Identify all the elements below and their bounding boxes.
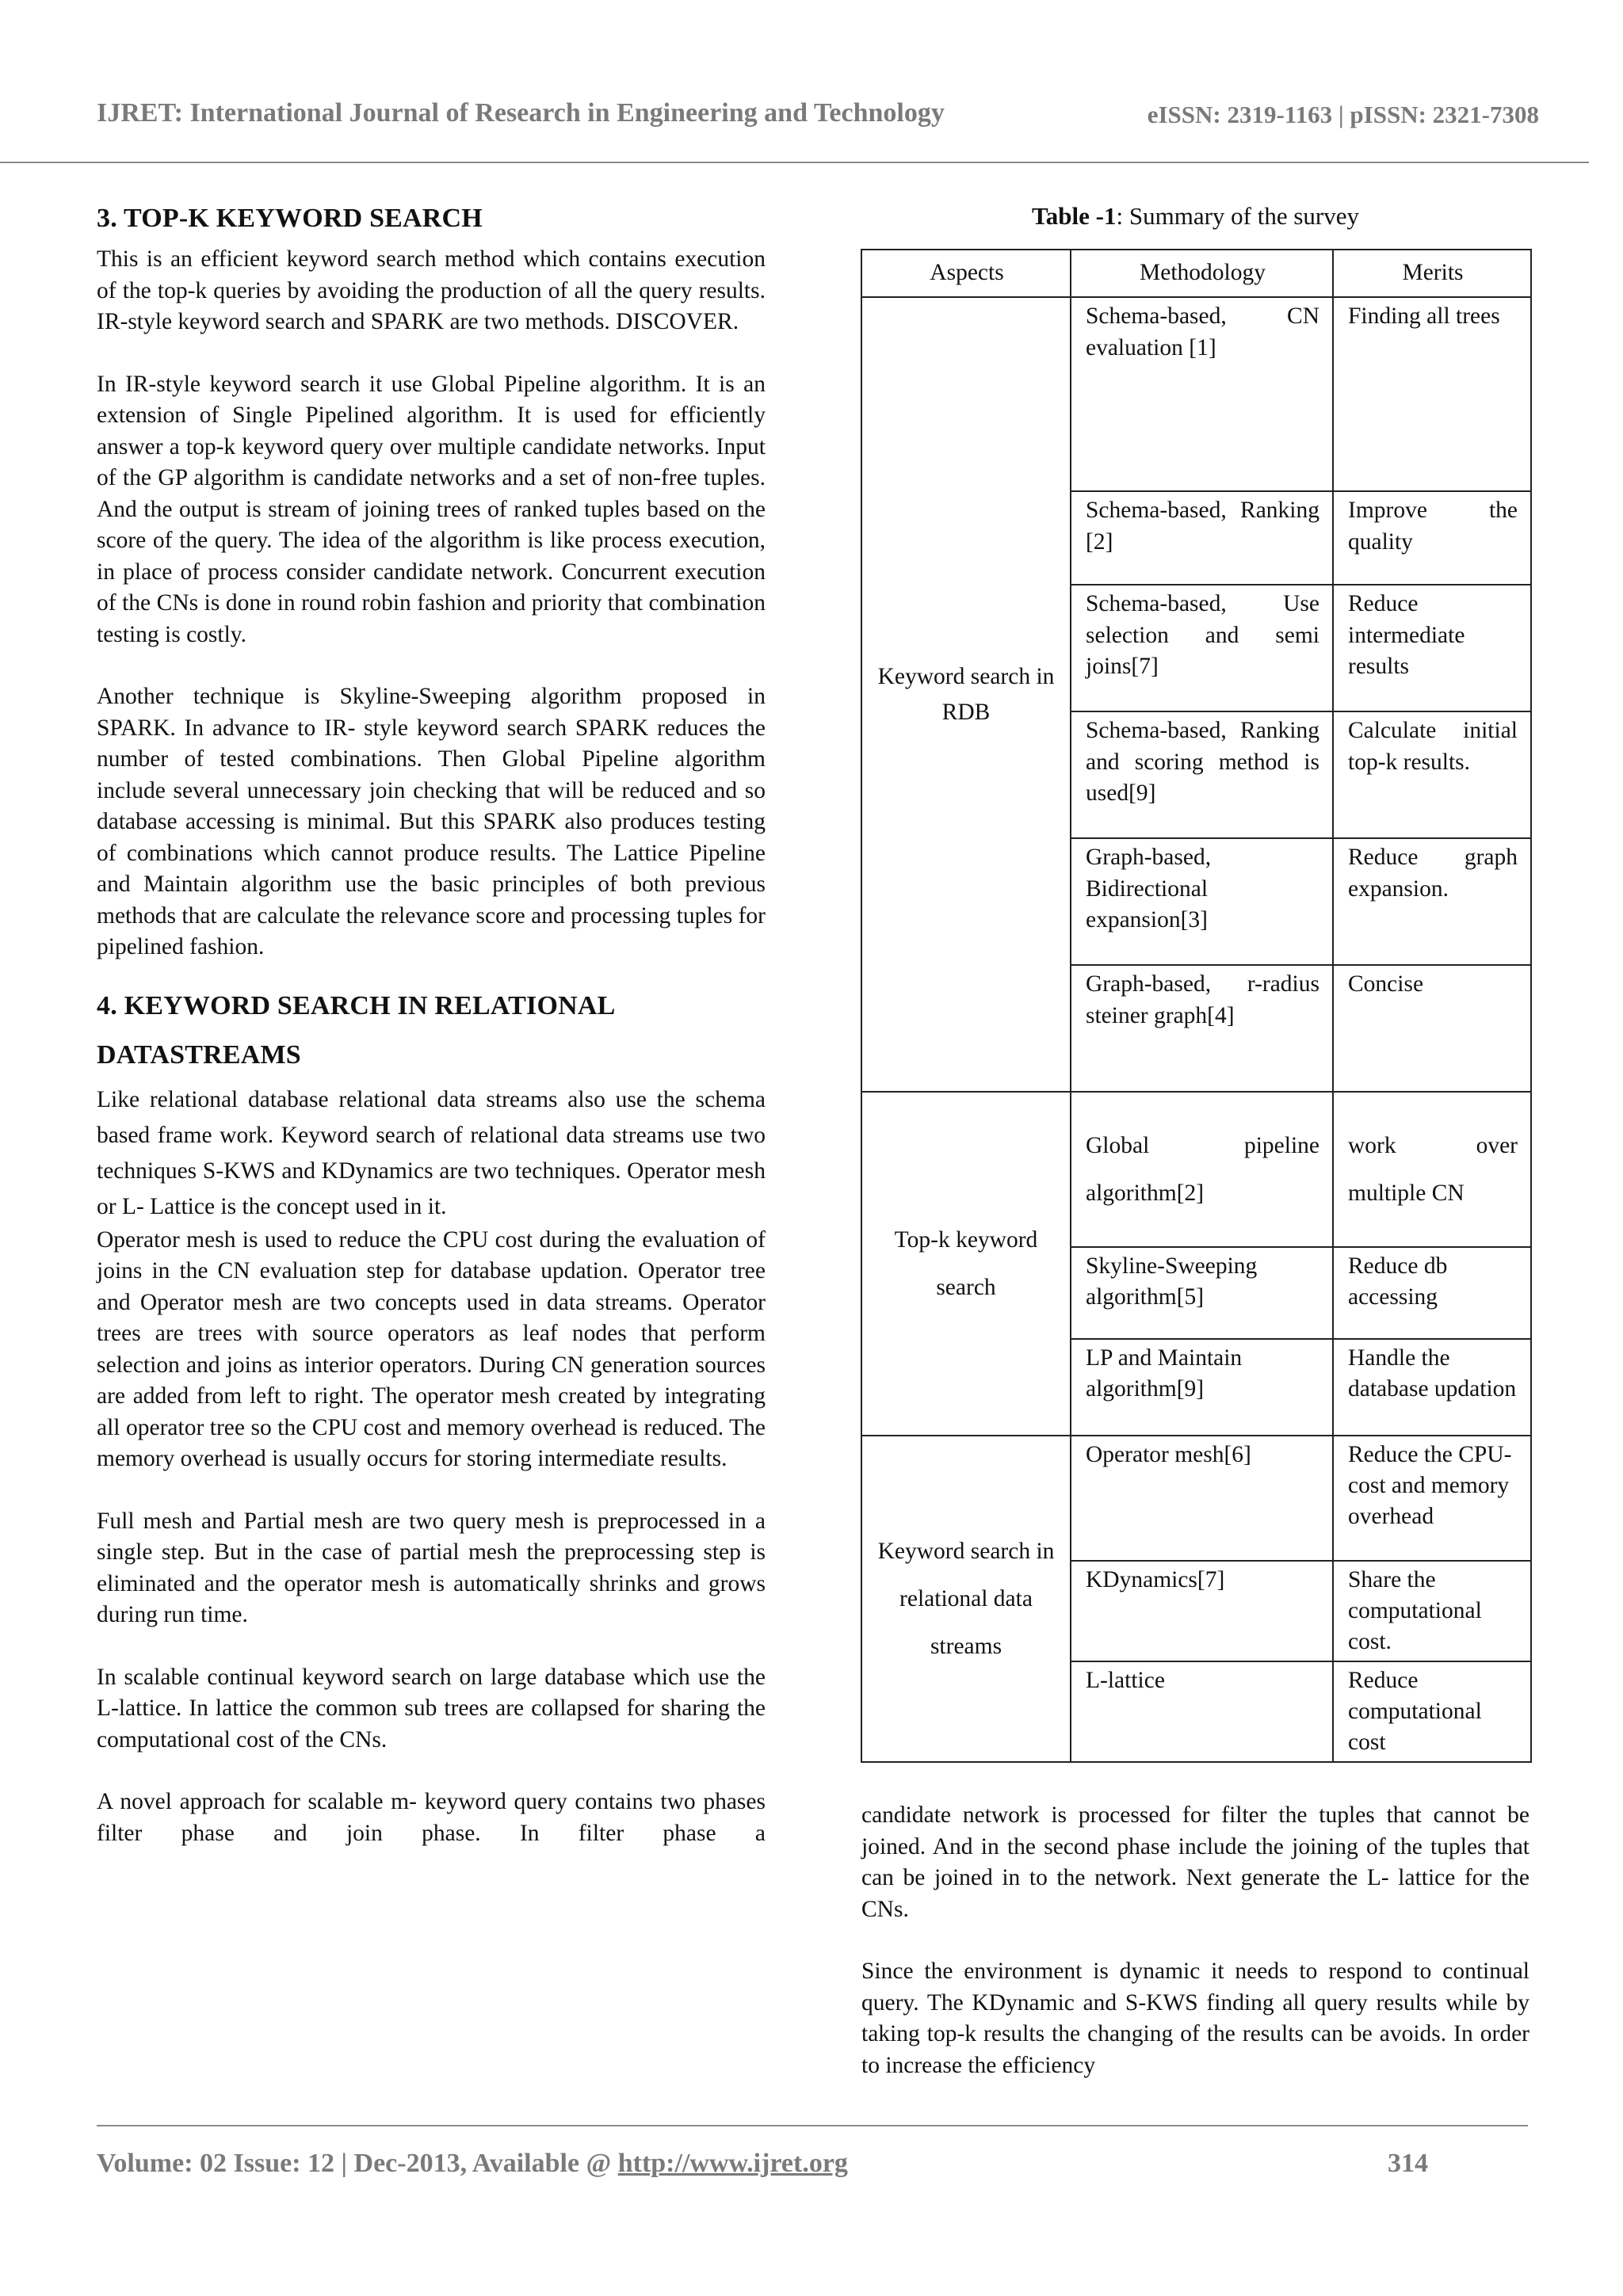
methodology-cell: KDynamics[7] — [1071, 1561, 1333, 1661]
methodology-cell: L-lattice — [1071, 1661, 1333, 1762]
merit-cell: Reduce db accessing — [1333, 1247, 1531, 1339]
merit-cell: Calculate initial top-k results. — [1333, 711, 1531, 838]
paragraph-gap — [861, 1925, 1529, 1956]
paragraph-gap — [97, 338, 766, 369]
methodology-cell: LP and Maintain algorithm[9] — [1071, 1339, 1333, 1436]
section-3-paragraph-1: This is an efficient keyword search method which contains execution of the top-k queries by avoiding the production of all the query results. IR-style keyword search and SPARK are two methods. DISCOVER. — [97, 246, 766, 334]
table-caption-label: Table -1 — [1031, 202, 1117, 230]
methodology-cell: Operator mesh[6] — [1071, 1436, 1333, 1561]
methodology-cell: Schema-based, Ranking [2] — [1071, 491, 1333, 585]
issn-numbers: eISSN: 2319-1163 | pISSN: 2321-7308 — [1147, 101, 1539, 128]
column-header-aspects: Aspects — [861, 250, 1071, 297]
section-4-continued-paragraph-2: Since the environment is dynamic it needs to respond to continual query. The KDynamic and S-KWS finding all query results while by taking top-k results the changing of the results can be avoids. In order to increase the efficiency — [861, 1958, 1529, 2078]
methodology-cell: Schema-based, Ranking and scoring method is used[9] — [1071, 711, 1333, 838]
section-3-title: 3. TOP-K KEYWORD SEARCH — [97, 204, 483, 233]
section-4-title: 4. KEYWORD SEARCH IN RELATIONAL — [97, 990, 616, 1020]
aspect-cell-rdb: Keyword search in RDB — [861, 297, 1071, 1092]
merit-cell: Improve the quality — [1333, 491, 1531, 585]
column-header-merits: Merits — [1333, 250, 1531, 297]
methodology-cell: Schema-based, CN evaluation [1] — [1071, 297, 1333, 491]
paragraph-gap — [97, 1475, 766, 1506]
survey-table — [861, 249, 1532, 1763]
merit-cell: Reduce graph expansion. — [1333, 838, 1531, 965]
running-footer — [97, 2149, 1428, 2188]
aspect-cell-topk: Top-k keyword search — [861, 1092, 1071, 1436]
section-4-title-continued: DATASTREAMS — [97, 1039, 301, 1070]
table-row — [861, 1436, 1531, 1561]
header-rule — [0, 162, 1589, 163]
section-4-continued-paragraph-1: candidate network is processed for filter the tuples that cannot be joined. And in the second phase include the joining of the tuples that can be joined in to the network. Next generate the L- lattice for the CNs. — [861, 1802, 1529, 1922]
merit-cell: Concise — [1333, 965, 1531, 1092]
merit-cell: Share the computational cost. — [1333, 1561, 1531, 1661]
methodology-cell: Schema-based, Use selection and semi joins[7] — [1071, 585, 1333, 711]
section-3-paragraph-2: In IR-style keyword search it use Global Pipeline algorithm. It is an extension of Single Pipelined algorithm. It is used for efficiently answer a top-k keyword query over multiple candidate networks. Input of the GP algorithm is candidate networks and a set of non-free tuples. And the output is stream of joining trees of ranked tuples based on the score of the query. The idea of the algorithm is like process execution, in place of process consider candidate network. Concurrent execution of the CNs is done in round robin fashion and priority that combination testing is costly. — [97, 371, 766, 647]
table-row — [861, 297, 1531, 491]
section-4-paragraph-1: Operator mesh is used to reduce the CPU cost during the evaluation of joins in the CN evaluation step for database updation. Operator tree and Operator mesh are two concepts used in data streams. Operator trees are trees with source operators as leaf nodes that perform selection and joins as interior operators. During CN generation sources are added from left to right. The operator mesh created by integrating all operator tree so the CPU cost and memory overhead is reduced. The memory overhead is usually occurs for storing intermediate results. — [97, 1226, 766, 1471]
merit-cell: work over multiple CN — [1333, 1092, 1531, 1247]
journal-title: IJRET: International Journal of Research in Engineering and Technology — [97, 98, 945, 128]
running-header — [97, 98, 1539, 143]
merit-cell: Reduce the CPU-cost and memory overhead — [1333, 1436, 1531, 1561]
merit-cell: Handle the database updation — [1333, 1339, 1531, 1436]
methodology-cell: Global pipeline algorithm[2] — [1071, 1092, 1333, 1247]
paragraph-gap — [97, 650, 766, 681]
methodology-cell: Graph-based, r-radius steiner graph[4] — [1071, 965, 1333, 1092]
page-number: 314 — [1388, 2149, 1428, 2178]
right-column — [861, 1800, 1529, 2081]
section-4-paragraph-4: A novel approach for scalable m- keyword query contains two phases filter phase and join phase. In filter phase a — [97, 1789, 766, 1846]
merit-cell: Finding all trees — [1333, 297, 1531, 491]
merit-cell: Reduce computational cost — [1333, 1661, 1531, 1762]
section-4-paragraph-2: Full mesh and Partial mesh are two query mesh is preprocessed in a single step. But in the case of partial mesh the preprocessing step is eliminated and the operator mesh is automatically shrinks and grows during run time. — [97, 1508, 766, 1627]
methodology-cell: Skyline-Sweeping algorithm[5] — [1071, 1247, 1333, 1339]
table-caption — [861, 200, 1530, 233]
section-4-paragraph-3: In scalable continual keyword search on large database which use the L-lattice. In lattice the common sub trees are collapsed for sharing the computational cost of the CNs. — [97, 1664, 766, 1753]
journal-url-link[interactable]: http://www.ijret.org — [617, 2149, 848, 2178]
section-3-paragraph-3: Another technique is Skyline-Sweeping algorithm proposed in SPARK. In advance to IR- style keyword search SPARK reduces the number of tested combinations. Then Global Pipeline algorithm include several unnecessary join checking that will be reduced and so database accessing is minimal. But this SPARK also produces testing of combinations which cannot produce results. The Lattice Pipeline and Maintain algorithm use the basic principles of both previous methods that are calculate the relevance score and processing tuples for pipelined fashion. — [97, 684, 766, 959]
table-caption-text: : Summary of the survey — [1116, 202, 1360, 230]
paragraph-gap — [97, 1631, 766, 1662]
methodology-cell: Graph-based, Bidirectional expansion[3] — [1071, 838, 1333, 965]
column-header-methodology: Methodology — [1071, 250, 1333, 297]
footer-volume: Volume: 02 Issue: 12 | Dec-2013, Available @ — [97, 2149, 618, 2178]
left-column — [97, 203, 766, 1849]
merit-cell: Reduce intermediate results — [1333, 585, 1531, 711]
section-4-intro: Like relational database relational data streams also use the schema based frame work. Keyword search of relational data streams use two techniques S-KWS and KDynamics are two techniques. Operator mesh or L- Lattice is the concept used in it. — [97, 1086, 766, 1219]
aspect-cell-streams: Keyword search in relational data streams — [861, 1436, 1071, 1762]
table-header-row — [861, 250, 1531, 297]
paragraph-gap — [97, 1756, 766, 1787]
table-row — [861, 1092, 1531, 1247]
footer-rule — [97, 2125, 1528, 2126]
